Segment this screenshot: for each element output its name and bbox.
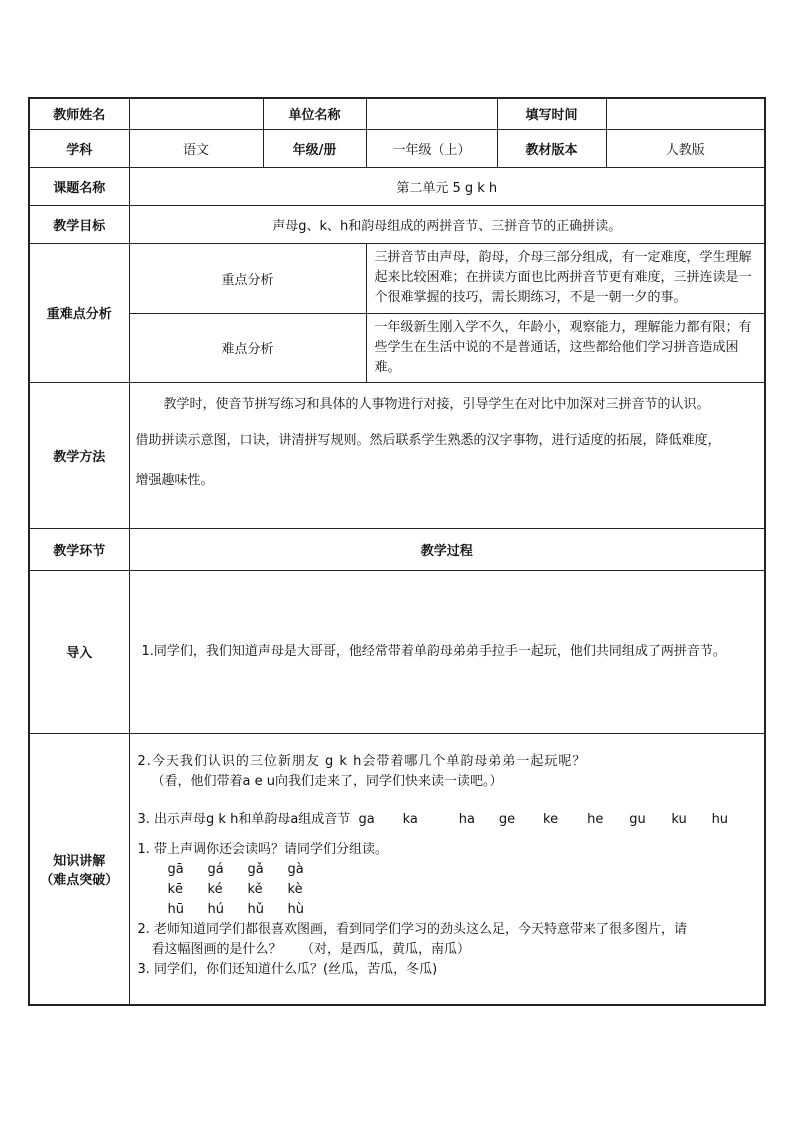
tone-syllable: gà: [287, 861, 304, 877]
knowledge-content: [129, 733, 765, 1005]
syllable: ke: [543, 811, 559, 827]
goal-label: 教学目标: [29, 205, 129, 243]
edition-label: 教材版本: [497, 129, 606, 167]
topic-label: 课题名称: [29, 167, 129, 205]
syllable-list: [354, 812, 735, 827]
syllable: gu: [629, 811, 646, 827]
tone-syllable: hù: [287, 901, 304, 917]
teacher-name-label: 教师姓名: [29, 98, 129, 129]
grade-value: 一年级（上）: [366, 129, 497, 167]
tone-row: [168, 860, 759, 880]
difficulty-analysis-label: 难点分析: [129, 313, 366, 382]
syllable-prefix: 3. 出示声母g k h和单韵母a组成音节: [137, 811, 351, 827]
tone-syllable: hū: [167, 901, 184, 917]
key-analysis-text: 三拼音节由声母，韵母，介母三部分组成，有一定难度，学生理解起来比较困难；在拼读方面也比两拼音节更有难度，三拼连读是一个很难掌握的技巧，需长期练习，不是一朝一夕的事。: [366, 243, 765, 313]
knowledge-label: [29, 733, 129, 1005]
syllable: ha: [458, 811, 475, 827]
fill-date-value[interactable]: [606, 98, 765, 129]
intro-label: 导入: [29, 570, 129, 733]
goal-value: 声母g、k、h和韵母组成的两拼音节、三拼音节的正确拼读。: [129, 205, 765, 243]
method-line-3: 增强趣味性。: [135, 472, 214, 488]
intro-text: 1.同学们，我们知道声母是大哥哥，他经常带着单韵母弟弟手拉手一起玩，他们共同组成了两拼音节。: [129, 570, 765, 733]
knowledge-point-2-note: （看，他们带着a e u向我们走来了，同学们快来读一读吧。）: [151, 773, 503, 789]
analysis-label: 重难点分析: [29, 243, 129, 382]
process-stage-header: 教学环节: [29, 528, 129, 570]
knowledge-list-1: 1. 带上声调你还会读吗？请同学们分组读。: [137, 841, 389, 857]
tone-syllable: gǎ: [247, 861, 264, 877]
topic-value: 第二单元 5 g k h: [129, 167, 765, 205]
knowledge-point-2: 2.今天我们认识的三位新朋友 g k h会带着哪几个单韵母弟弟一起玩呢？: [137, 753, 587, 769]
key-analysis-label: 重点分析: [129, 243, 366, 313]
syllable: he: [587, 811, 604, 827]
grade-label: 年级/册: [263, 129, 366, 167]
tone-syllable: kè: [287, 881, 303, 897]
tone-syllable: gá: [207, 861, 224, 877]
method-text: [129, 382, 765, 528]
fill-date-label: 填写时间: [497, 98, 606, 129]
syllable: ka: [402, 811, 418, 827]
edition-value: 人教版: [606, 129, 765, 167]
method-label: 教学方法: [29, 382, 129, 528]
knowledge-label-line-2: （难点突破）: [40, 872, 119, 888]
tone-row: [168, 880, 759, 900]
knowledge-list-2-cont: 看这幅图画的是什么？ （对，是西瓜，黄瓜，南瓜）: [151, 941, 471, 957]
syllable: ge: [498, 811, 516, 827]
tone-row: [168, 900, 759, 920]
unit-name-value[interactable]: [366, 98, 497, 129]
tone-grid: [138, 860, 759, 920]
syllable: ku: [671, 811, 687, 827]
difficulty-analysis-text: 一年级新生刚入学不久，年龄小，观察能力，理解能力都有限；有些学生在生活中说的不是普通话，这些都给他们学习拼音造成困难。: [366, 313, 765, 382]
knowledge-list-3: 3. 同学们，你们还知道什么瓜？(丝瓜，苦瓜，冬瓜): [137, 961, 438, 977]
subject-value: 语文: [129, 129, 263, 167]
tone-syllable: kē: [167, 881, 184, 897]
teacher-name-value[interactable]: [129, 98, 263, 129]
tone-syllable: hú: [207, 901, 224, 917]
tone-syllable: kě: [247, 881, 263, 897]
tone-syllable: hǔ: [247, 901, 264, 917]
method-line-1: 教学时，使音节拼写练习和具体的人事物进行对接，引导学生在对比中加深对三拼音节的认识。: [163, 396, 710, 412]
subject-label: 学科: [29, 129, 129, 167]
tone-syllable: ké: [207, 881, 223, 897]
syllable: hu: [711, 811, 729, 827]
knowledge-list-2: 2. 老师知道同学们都很喜欢图画，看到同学们学习的劲头这么足，今天特意带来了很多图片，请: [137, 921, 688, 937]
syllable-line: [138, 810, 759, 830]
unit-name-label: 单位名称: [263, 98, 366, 129]
process-content-header: 教学过程: [129, 528, 765, 570]
syllable: ga: [358, 811, 375, 827]
tone-syllable: gā: [167, 861, 184, 877]
knowledge-label-line-1: 知识讲解: [53, 853, 106, 869]
lesson-plan-grid: [28, 97, 766, 1006]
method-line-2: 借助拼读示意图，口诀，讲清拼写规则。然后联系学生熟悉的汉字事物，进行适度的拓展，降低难度，: [135, 432, 721, 448]
lesson-plan-table: [28, 97, 764, 1007]
